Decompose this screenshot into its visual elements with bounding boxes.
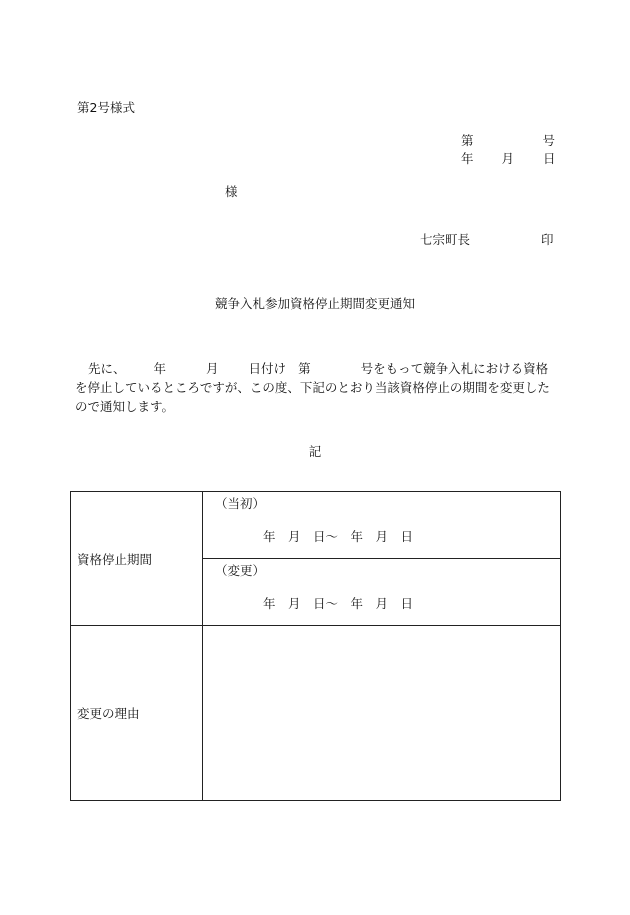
date-month: 月	[501, 151, 515, 166]
addressee-suffix: 様	[225, 184, 238, 199]
body-paragraph	[75, 359, 555, 416]
doc-number-prefix: 第	[461, 133, 474, 148]
document-title: 競争入札参加資格停止期間変更通知	[214, 296, 415, 311]
reason-cell	[203, 626, 561, 801]
issue-date	[461, 151, 555, 167]
sender-name: 七宗町長	[420, 232, 471, 247]
date-year: 年	[461, 151, 474, 166]
original-caption: （当初）	[215, 496, 266, 511]
doc-number-suffix: 号	[542, 133, 555, 148]
seal-mark: 印	[541, 232, 554, 247]
body-text-year: 年	[153, 361, 167, 376]
changed-date-range: 年 月 日〜 年 月 日	[263, 596, 414, 611]
changed-caption: （変更）	[215, 563, 266, 578]
changed-period-cell	[203, 559, 561, 626]
period-label: 資格停止期間	[71, 492, 203, 626]
original-period-cell	[203, 492, 561, 559]
date-day: 日	[543, 151, 556, 166]
form-number: 第2号様式	[77, 100, 135, 115]
record-table	[70, 491, 561, 801]
body-text-day: 日付け	[248, 361, 287, 376]
body-text-2: 号をもって競争入札における	[360, 361, 524, 376]
body-text-no: 第	[298, 361, 311, 376]
body-text-month: 月	[206, 361, 219, 376]
reason-label: 変更の理由	[71, 626, 203, 801]
ki-heading: 記	[308, 444, 322, 459]
body-text-3: 資格を停止しているところですが、この度、下記のとおり当該資格停止の期間を変更したので通知します。	[75, 361, 550, 414]
document-number	[461, 133, 555, 149]
original-date-range: 年 月 日〜 年 月 日	[263, 529, 414, 544]
body-text-1: 先に、	[88, 361, 126, 376]
